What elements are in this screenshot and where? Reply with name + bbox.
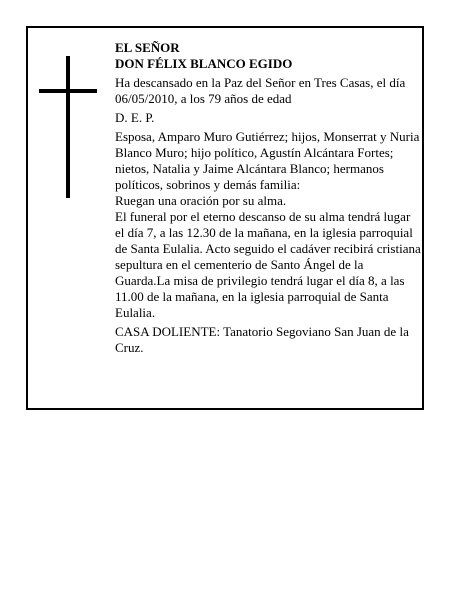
cross-icon [39,56,97,198]
family-list: Esposa, Amparo Muro Gutiérrez; hijos, Monserrat y Nuria Blanco Muro; hijo político, Agustín Alcántara Fortes; nietos, Natalia y Jaime Alcántara Blanco; hermanos políticos, sobrinos y demás familia: [115,129,420,192]
deceased-name: DON FÉLIX BLANCO EGIDO [115,56,293,71]
prayer-request: Ruegan una oración por su alma. [115,193,287,208]
cross-horizontal-bar [39,89,97,93]
heading-title: EL SEÑOR [115,40,180,55]
cross-vertical-bar [66,56,70,198]
funeral-details: El funeral por el eterno descanso de su alma tendrá lugar el día 7, a las 12.30 de la mañana, en la iglesia parroquial de Santa Eulalia. Acto seguido el cadáver recibirá cristiana sepultura en el cementerio de Santo Ángel de la Guarda.La misa de privilegio tendrá lugar el día 8, a las 11.00 de la mañana, en la iglesia parroquial de Santa Eulalia. [115,209,421,320]
notice-body [115,40,421,356]
rip-text: D. E. P. [115,110,155,125]
death-statement: Ha descansado en la Paz del Señor en Tres Casas, el día 06/05/2010, a los 79 años de edad [115,75,406,106]
obituary-notice [26,26,424,410]
mourning-house: CASA DOLIENTE: Tanatorio Segoviano San Juan de la Cruz. [115,324,409,355]
